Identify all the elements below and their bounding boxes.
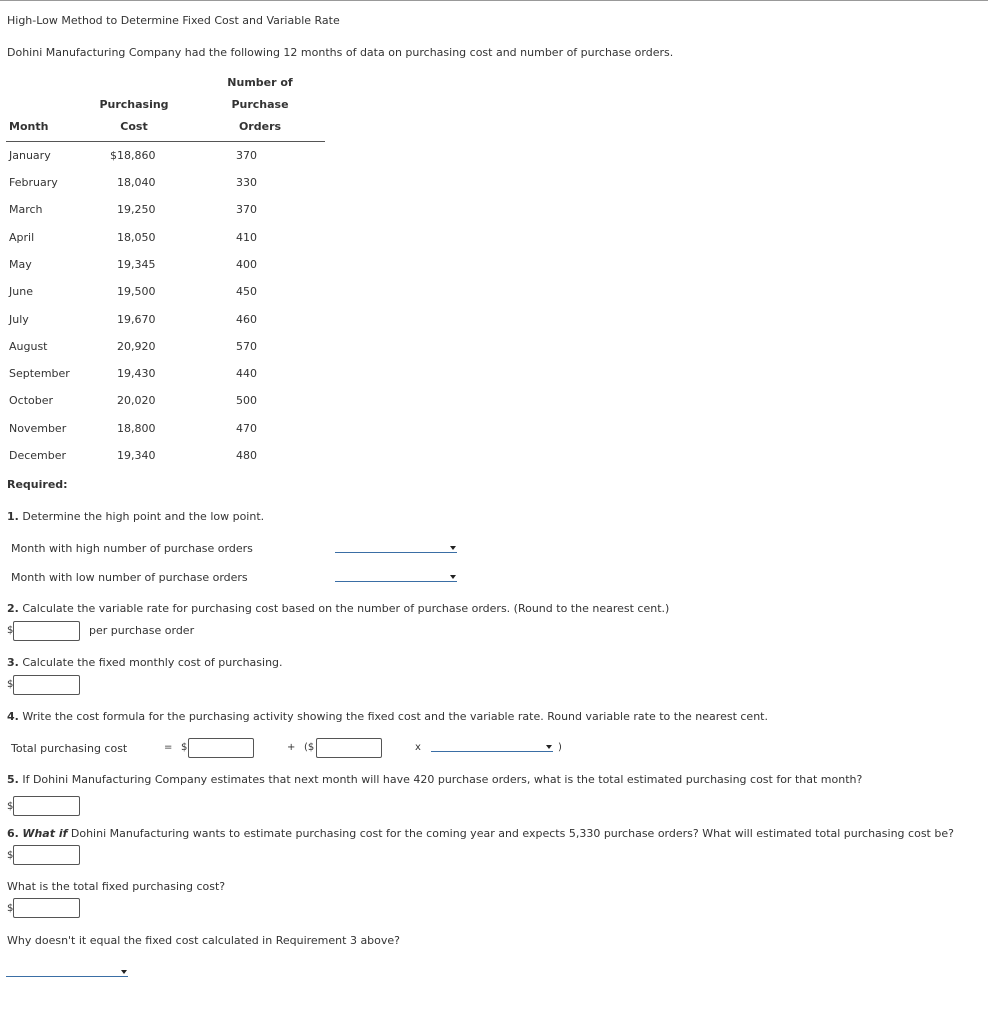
dollar-sign: $ bbox=[7, 801, 14, 812]
cell-month: May bbox=[9, 258, 32, 271]
question-5 bbox=[7, 773, 862, 786]
dollar-sign: $ bbox=[7, 850, 14, 861]
annual-cost-input[interactable] bbox=[13, 845, 80, 865]
question-1-number: 1. bbox=[7, 510, 19, 523]
cell-month: March bbox=[9, 203, 43, 216]
cell-month: January bbox=[9, 149, 51, 162]
question-5-number: 5. bbox=[7, 773, 19, 786]
cell-orders: 450 bbox=[236, 285, 257, 298]
what-if-label: What if bbox=[22, 827, 68, 840]
col-month-header: Month bbox=[9, 120, 49, 133]
question-4-number: 4. bbox=[7, 710, 19, 723]
formula-rate-input[interactable] bbox=[316, 738, 382, 758]
col-orders-header-1: Number of bbox=[227, 76, 293, 89]
formula-driver-dropdown[interactable] bbox=[431, 742, 553, 752]
cell-orders: 370 bbox=[236, 203, 257, 216]
cell-cost: 18,800 bbox=[117, 422, 156, 435]
dollar-sign: $ bbox=[7, 903, 14, 914]
total-cost-label: Total purchasing cost bbox=[11, 742, 128, 755]
page-title: High-Low Method to Determine Fixed Cost and Variable Rate bbox=[7, 14, 340, 27]
chevron-down-icon bbox=[121, 970, 127, 974]
col-cost-header-1: Purchasing bbox=[99, 98, 169, 111]
low-month-label: Month with low number of purchase orders bbox=[11, 571, 248, 584]
cell-cost: 19,250 bbox=[117, 203, 156, 216]
fixed-cost-input[interactable] bbox=[13, 675, 80, 695]
cell-month: June bbox=[9, 285, 33, 298]
cell-orders: 480 bbox=[236, 449, 257, 462]
col-cost-header-2: Cost bbox=[120, 120, 148, 133]
cell-orders: 500 bbox=[236, 394, 257, 407]
cell-cost: 19,500 bbox=[117, 285, 156, 298]
col-orders-header-3: Orders bbox=[238, 120, 282, 133]
question-3-number: 3. bbox=[7, 656, 19, 669]
question-5-text: If Dohini Manufacturing Company estimates that next month will have 420 purchase orders, what is the total estimated purchasing cost for that month? bbox=[18, 773, 863, 786]
why-question: Why doesn't it equal the fixed cost calculated in Requirement 3 above? bbox=[7, 934, 401, 947]
question-2-text: Calculate the variable rate for purchasing cost based on the number of purchase orders. (Round to the nearest cent.) bbox=[18, 602, 670, 615]
cell-orders: 440 bbox=[236, 367, 257, 380]
cell-cost: 19,430 bbox=[117, 367, 156, 380]
question-1-text: Determine the high point and the low point. bbox=[18, 510, 265, 523]
top-border bbox=[0, 0, 988, 1]
question-3 bbox=[7, 656, 283, 669]
fixed-cost-question: What is the total fixed purchasing cost? bbox=[7, 880, 226, 893]
cell-cost: 19,345 bbox=[117, 258, 156, 271]
cell-orders: 330 bbox=[236, 176, 257, 189]
cell-cost: 20,020 bbox=[117, 394, 156, 407]
cell-month: October bbox=[9, 394, 54, 407]
cell-month: April bbox=[9, 231, 35, 244]
required-heading: Required: bbox=[7, 478, 68, 491]
times-sign: x bbox=[415, 742, 421, 753]
high-month-label: Month with high number of purchase orders bbox=[11, 542, 253, 555]
low-month-dropdown[interactable] bbox=[335, 572, 457, 582]
cell-month: December bbox=[9, 449, 67, 462]
dollar-sign: $ bbox=[7, 625, 14, 636]
header-rule bbox=[6, 141, 325, 142]
cell-cost: 18,040 bbox=[117, 176, 156, 189]
dollar-sign: $ bbox=[7, 679, 14, 690]
cell-month: September bbox=[9, 367, 70, 380]
cell-cost: 19,670 bbox=[117, 313, 156, 326]
open-paren: ($ bbox=[304, 742, 315, 753]
cell-month: August bbox=[9, 340, 48, 353]
question-2-number: 2. bbox=[7, 602, 19, 615]
cell-month: February bbox=[9, 176, 58, 189]
equals-sign: = bbox=[164, 742, 173, 753]
cell-cost: $18,860 bbox=[110, 149, 156, 162]
question-3-text: Calculate the fixed monthly cost of purchasing. bbox=[18, 656, 283, 669]
cell-cost: 19,340 bbox=[117, 449, 156, 462]
question-6-text: Dohini Manufacturing wants to estimate purchasing cost for the coming year and expects 5,330 purchase orders? What will estimated total purchasing cost be? bbox=[67, 827, 954, 840]
next-month-cost-input[interactable] bbox=[13, 796, 80, 816]
intro-text: Dohini Manufacturing Company had the following 12 months of data on purchasing cost and number of purchase orders. bbox=[7, 46, 674, 59]
close-paren: ) bbox=[558, 742, 562, 753]
question-1 bbox=[7, 510, 264, 523]
chevron-down-icon bbox=[450, 546, 456, 550]
high-month-dropdown[interactable] bbox=[335, 543, 457, 553]
cell-cost: 18,050 bbox=[117, 231, 156, 244]
variable-rate-input[interactable] bbox=[13, 621, 80, 641]
cell-cost: 20,920 bbox=[117, 340, 156, 353]
per-order-label: per purchase order bbox=[89, 624, 195, 637]
cell-orders: 470 bbox=[236, 422, 257, 435]
cell-orders: 400 bbox=[236, 258, 257, 271]
plus-sign: + bbox=[287, 742, 296, 753]
cell-month: November bbox=[9, 422, 67, 435]
cell-orders: 460 bbox=[236, 313, 257, 326]
cell-orders: 410 bbox=[236, 231, 257, 244]
formula-fixed-input[interactable] bbox=[188, 738, 254, 758]
cell-orders: 370 bbox=[236, 149, 257, 162]
col-orders-header-2: Purchase bbox=[231, 98, 289, 111]
chevron-down-icon bbox=[450, 575, 456, 579]
question-4 bbox=[7, 710, 768, 723]
total-fixed-input[interactable] bbox=[13, 898, 80, 918]
cell-orders: 570 bbox=[236, 340, 257, 353]
why-dropdown[interactable] bbox=[6, 967, 128, 977]
question-2 bbox=[7, 602, 669, 615]
cell-month: July bbox=[9, 313, 29, 326]
question-6-number: 6. bbox=[7, 827, 19, 840]
dollar-sign: $ bbox=[181, 742, 188, 753]
chevron-down-icon bbox=[546, 745, 552, 749]
question-4-text: Write the cost formula for the purchasing activity showing the fixed cost and the variable rate. Round variable rate to the nearest cent. bbox=[18, 710, 768, 723]
question-6 bbox=[7, 827, 954, 840]
